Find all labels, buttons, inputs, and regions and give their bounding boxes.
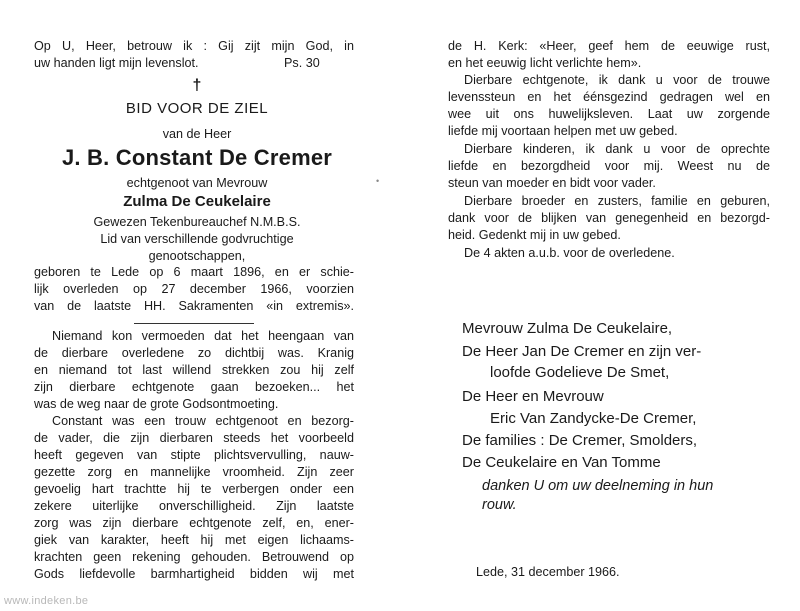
- text-line: Dierbare kinderen, ik dank u voor de oprechte: [464, 142, 770, 156]
- family-line: Eric Van Zandycke-De Cremer,: [490, 410, 697, 427]
- text-line: levenssteun en het éénsgezind gedragen wel en: [448, 90, 770, 104]
- text-line: dank voor de blijken van genegenheid en bezorgd-: [448, 211, 770, 225]
- function-line-3: genootschappen,: [148, 249, 246, 263]
- text-line: wee uit ons huwelijksleven. Laat uw zorgende: [448, 107, 770, 121]
- function-line-2: Lid van verschillende godvruchtige: [100, 232, 294, 246]
- text-line: steun van moeder en bidt voor vader.: [448, 176, 656, 190]
- text-line: liefde en bezorgdheid voor mij. Weest nu de: [448, 159, 770, 173]
- text-line: en niemand tot last willend strekken zou hij zelf: [34, 363, 354, 377]
- spouse-name: Zulma De Ceukelaire: [123, 193, 271, 210]
- thanks-line-1: danken U om uw deelneming in hun: [482, 478, 714, 494]
- text-line: zorg was zijn dierbare echtgenote zelf, en, ener-: [34, 516, 354, 530]
- family-line: De Heer Jan De Cremer en zijn ver-: [462, 343, 702, 360]
- cross-icon: †: [192, 77, 202, 94]
- family-line: De Heer en Mevrouw: [462, 388, 604, 405]
- birth-line-3: van de laatste HH. Sakramenten «in extremis».: [34, 299, 354, 313]
- text-line: Dierbare echtgenote, ik dank u voor de trouwe: [464, 73, 770, 87]
- text-line: heid. Gedenkt mij in uw gebed.: [448, 228, 621, 242]
- text-line: liefde mij voortaan helpen met uw gebed.: [448, 124, 678, 138]
- verse-reference: Ps. 30: [284, 56, 320, 70]
- text-line: gevoelig hart trachtte hij te verbergen onder een: [34, 482, 354, 496]
- text-line: De 4 akten a.u.b. voor de overledene.: [464, 246, 675, 260]
- text-line: giek van karakter, heeft hij met eigen lichaams-: [34, 533, 354, 547]
- birth-line-2: lijk overleden op 27 december 1966, voorzien: [34, 282, 354, 296]
- verse-line-2: uw handen ligt mijn levenslot.: [34, 56, 199, 70]
- van-de-heer: van de Heer: [162, 127, 232, 141]
- text-line: Constant was een trouw echtgenoot en bezorg-: [52, 414, 354, 428]
- text-line: Gods liefdevolle barmhartigheid bidden wij met: [34, 567, 354, 581]
- verse-line-1: Op U, Heer, betrouw ik : Gij zijt mijn God, in: [34, 39, 354, 53]
- watermark: www.indeken.be: [4, 595, 89, 607]
- text-line: was de weg naar de grote Godsontmoeting.: [34, 397, 279, 411]
- separator: [134, 323, 254, 324]
- family-line: loofde Godelieve De Smet,: [490, 364, 670, 381]
- deceased-name: J. B. Constant De Cremer: [61, 145, 333, 170]
- place-date: Lede, 31 december 1966.: [476, 565, 620, 579]
- family-line: De families : De Cremer, Smolders,: [462, 432, 698, 449]
- text-line: Dierbare broeder en zusters, familie en geburen,: [464, 194, 770, 208]
- text-line: krachten geen rekening gehouden. Betrouwend op: [34, 550, 354, 564]
- text-line: en het eeuwig licht verlichte hem».: [448, 56, 642, 70]
- thanks-line-2: rouw.: [482, 497, 517, 513]
- text-line: Niemand kon vermoeden dat het heengaan van: [52, 329, 354, 343]
- birth-line-1: geboren te Lede op 6 maart 1896, en er schie-: [34, 265, 354, 279]
- text-line: de vader, die zijn dierbaren steeds het voorbeeld: [34, 431, 354, 445]
- text-line: gezette zorg en mannelijke vroomheid. Zijn zeer: [34, 465, 354, 479]
- text-line: zekere uiterlijke onverschilligheid. Zijn laatste: [34, 499, 354, 513]
- heading: BID VOOR DE ZIEL: [125, 100, 269, 117]
- spouse-intro: echtgenoot van Mevrouw: [126, 176, 268, 190]
- text-line: de H. Kerk: «Heer, geef hem de eeuwige rust,: [448, 39, 770, 53]
- text-line: de dierbare overledene zo dichtbij was. Kranig: [34, 346, 354, 360]
- family-line: De Ceukelaire en Van Tomme: [462, 454, 661, 471]
- function-line-1: Gewezen Tekenbureauchef N.M.B.S.: [93, 215, 301, 229]
- speck: •: [376, 176, 380, 186]
- text-line: zijn dierbare echtgenote gaan bezoeken... het: [34, 380, 354, 394]
- family-line: Mevrouw Zulma De Ceukelaire,: [462, 320, 673, 337]
- text-line: heeft gegeven van stipte plichtsvervulling, nauw-: [34, 448, 354, 462]
